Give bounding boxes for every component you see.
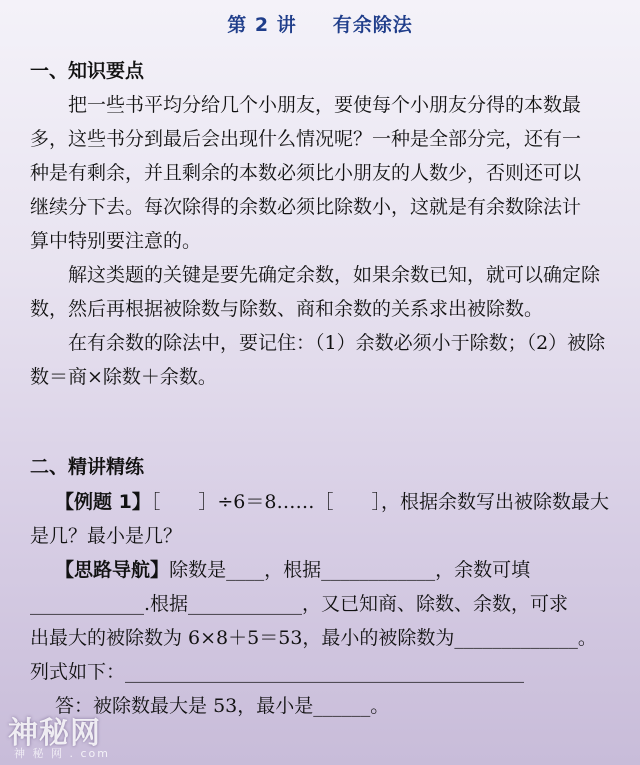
hint-line: 列式如下：__________________________________________: [30, 661, 525, 683]
body-line: 算中特别要注意的。: [30, 230, 202, 252]
body-line: 数＝商×除数＋余数。: [30, 366, 217, 388]
body-line: 种是有剩余，并且剩余的本数必须比小朋友的人数少，否则还可以: [30, 162, 582, 184]
watermark-logo: 神秘网: [8, 716, 101, 751]
section1-heading: 一、知识要点: [30, 60, 145, 82]
section1-body: [30, 88, 630, 394]
example-label: 【例题 1】: [55, 491, 151, 513]
lecture-number: 第 2 讲: [227, 14, 297, 36]
section2-body: [30, 485, 630, 723]
section2-heading: 二、精讲精练: [30, 456, 145, 478]
hint-line: [30, 553, 630, 587]
hint-line: ____________.根据____________，又已知商、除数、余数，可求: [30, 593, 569, 615]
body-line: 多，这些书分到最后会出现什么情况呢？一种是全部分完，还有一: [30, 128, 582, 150]
lecture-title: [0, 10, 640, 37]
body-line: 继续分下去。每次除得的余数必须比除数小，这就是有余数除法计: [30, 196, 582, 218]
lecture-topic: 有余除法: [332, 14, 413, 36]
body-line: 在有余数的除法中，要记住：（1）余数必须小于除数；（2）被除: [30, 332, 606, 354]
example-line: 是几？最小是几？: [30, 525, 183, 547]
body-line: 数，然后再根据被除数与除数、商和余数的关系求出被除数。: [30, 298, 544, 320]
hint-label: 【思路导航】: [55, 559, 170, 581]
answer-line: [30, 689, 630, 723]
example-line: [30, 485, 630, 519]
body-line: 解这类题的关键是要先确定余数，如果余数已知，就可以确定除: [30, 264, 601, 286]
watermark-url: 神 秘 网 . com: [14, 747, 110, 760]
hint-line: 出最大的被除数为 6×8＋5＝53，最小的被除数为_____________。: [30, 627, 597, 649]
hint-text: 除数是____，根据____________，余数可填: [169, 559, 531, 581]
answer-text: 答：被除数最大是 53，最小是______。: [55, 695, 390, 717]
body-line: 把一些书平均分给几个小朋友，要使每个小朋友分得的本数最: [30, 94, 582, 116]
example-question: ［ ］÷6＝8……［ ］，根据余数写出被除数最大: [150, 491, 609, 513]
